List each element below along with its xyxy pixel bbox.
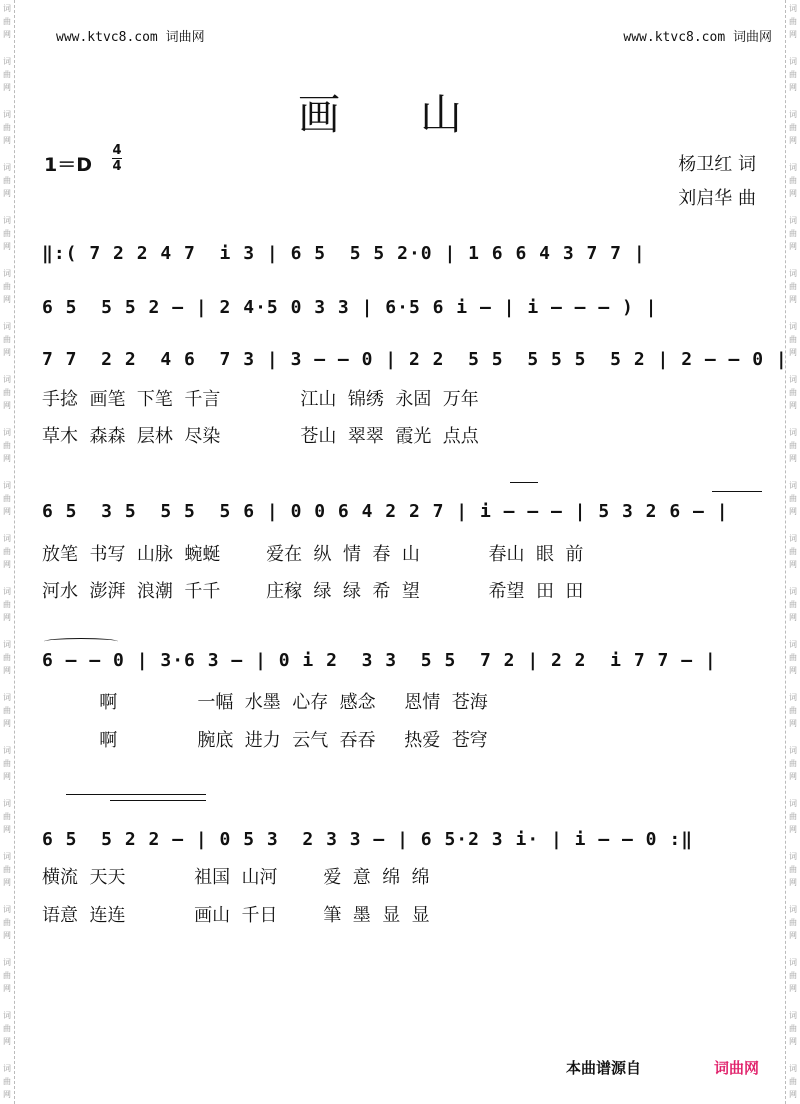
notation-row-3: 7 7 2 2 4 6 7 3 | 3 – – 0 | 2 2 5 5 5 5 5 5 2 | 2 – – 0 | xyxy=(42,349,788,370)
side-watermark-glyph: 词 xyxy=(789,905,797,914)
side-watermark-glyph: 曲 xyxy=(3,1077,11,1086)
side-watermark-glyph: 曲 xyxy=(789,918,797,927)
lyric-row-3-verse-1: 手捻 画笔 下笔 千言 江山 锦绣 永固 万年 xyxy=(42,389,479,410)
side-watermark-glyph: 词 xyxy=(789,640,797,649)
side-watermark-glyph: 网 xyxy=(789,30,797,39)
composer-credit: 刘启华 曲 xyxy=(678,188,756,209)
side-watermark-glyph: 曲 xyxy=(3,176,11,185)
side-watermark-glyph: 曲 xyxy=(789,388,797,397)
side-watermark-glyph: 词 xyxy=(789,693,797,702)
crescendo-mark xyxy=(110,800,206,801)
side-watermark-glyph: 曲 xyxy=(3,812,11,821)
side-watermark-glyph: 词 xyxy=(3,216,11,225)
side-watermark-glyph: 网 xyxy=(3,878,11,887)
side-watermark-glyph: 网 xyxy=(789,507,797,516)
right-watermark-strip xyxy=(785,0,800,1104)
side-watermark-glyph: 网 xyxy=(789,348,797,357)
side-watermark-glyph: 词 xyxy=(3,905,11,914)
time-signature-top: 4 xyxy=(112,143,122,158)
side-watermark-glyph: 网 xyxy=(3,242,11,251)
side-watermark-glyph: 曲 xyxy=(3,600,11,609)
side-watermark-glyph: 曲 xyxy=(789,706,797,715)
side-watermark-glyph: 词 xyxy=(789,587,797,596)
time-signature-bottom: 4 xyxy=(112,159,122,174)
side-watermark-glyph: 网 xyxy=(3,30,11,39)
side-watermark-glyph: 网 xyxy=(789,83,797,92)
side-watermark-glyph: 曲 xyxy=(789,17,797,26)
notation-row-4: 6 5 3 5 5 5 5 6 | 0 0 6 4 2 2 7 | i – – – | 5 3 2 6 – | xyxy=(42,501,729,522)
side-watermark-glyph: 曲 xyxy=(3,70,11,79)
left-watermark-strip xyxy=(0,0,15,1104)
watermark-url: www.ktvc8.com xyxy=(623,30,726,45)
side-watermark-glyph: 词 xyxy=(3,322,11,331)
side-watermark-glyph: 词 xyxy=(789,163,797,172)
time-signature xyxy=(112,144,122,173)
side-watermark-glyph: 词 xyxy=(3,1011,11,1020)
side-watermark-glyph: 曲 xyxy=(789,812,797,821)
side-watermark-glyph: 曲 xyxy=(789,971,797,980)
watermark-cn: 词曲网 xyxy=(165,30,205,45)
side-watermark-glyph: 曲 xyxy=(3,494,11,503)
side-watermark-glyph: 词 xyxy=(3,852,11,861)
side-watermark-glyph: 曲 xyxy=(3,865,11,874)
song-title: 画山 xyxy=(297,90,542,139)
side-watermark-glyph: 曲 xyxy=(3,918,11,927)
side-watermark-glyph: 曲 xyxy=(3,1024,11,1033)
side-watermark-glyph: 词 xyxy=(789,216,797,225)
side-watermark-glyph: 网 xyxy=(789,772,797,781)
side-watermark-glyph: 词 xyxy=(789,1064,797,1073)
side-watermark-glyph: 网 xyxy=(789,878,797,887)
crescendo-mark xyxy=(66,794,206,795)
lyric-row-6-verse-2: 语意 连连 画山 千日 筆 墨 显 显 xyxy=(42,905,430,926)
side-watermark-glyph: 曲 xyxy=(789,600,797,609)
lyric-row-4-verse-1: 放笔 书写 山脉 蜿蜒 爱在 纵 情 春 山 春山 眼 前 xyxy=(42,544,584,565)
side-watermark-glyph: 词 xyxy=(789,799,797,808)
side-watermark-glyph: 词 xyxy=(789,1011,797,1020)
notation-row-2: 6 5 5 5 2 – | 2 4·5 0 3 3 | 6·5 6 i – | i – – – ) | xyxy=(42,297,658,318)
side-watermark-glyph: 词 xyxy=(3,534,11,543)
side-watermark-glyph: 网 xyxy=(3,136,11,145)
side-watermark-glyph: 曲 xyxy=(3,282,11,291)
notation-row-6: 6 5 5 2 2 – | 0 5 3 2 3 3 – | 6 5·2 3 i· | i – – 0 :‖ xyxy=(42,829,694,850)
side-watermark-glyph: 曲 xyxy=(789,865,797,874)
lyric-row-3-verse-2: 草木 森森 层林 尽染 苍山 翠翠 霞光 点点 xyxy=(42,426,479,447)
side-watermark-glyph: 词 xyxy=(3,640,11,649)
side-watermark-glyph: 词 xyxy=(789,428,797,437)
side-watermark-glyph: 网 xyxy=(789,719,797,728)
side-watermark-glyph: 词 xyxy=(3,746,11,755)
side-watermark-glyph: 网 xyxy=(3,189,11,198)
side-watermark-glyph: 网 xyxy=(789,1037,797,1046)
side-watermark-glyph: 网 xyxy=(789,1090,797,1099)
side-watermark-glyph: 网 xyxy=(3,613,11,622)
side-watermark-glyph: 曲 xyxy=(3,547,11,556)
side-watermark-glyph: 曲 xyxy=(789,1077,797,1086)
side-watermark-glyph: 网 xyxy=(789,560,797,569)
side-watermark-glyph: 网 xyxy=(3,984,11,993)
side-watermark-glyph: 词 xyxy=(3,799,11,808)
brand-link[interactable]: 词曲网 xyxy=(714,1059,760,1077)
side-watermark-glyph: 网 xyxy=(3,719,11,728)
side-watermark-glyph: 词 xyxy=(789,746,797,755)
side-watermark-glyph: 网 xyxy=(789,931,797,940)
side-watermark-glyph: 网 xyxy=(789,136,797,145)
side-watermark-glyph: 网 xyxy=(3,83,11,92)
side-watermark-glyph: 曲 xyxy=(789,123,797,132)
lyricist-credit: 杨卫红 词 xyxy=(678,154,756,175)
watermark-cn: 词曲网 xyxy=(732,30,772,45)
side-watermark-glyph: 词 xyxy=(789,375,797,384)
side-watermark-glyph: 曲 xyxy=(789,335,797,344)
source-label: 本曲谱源自 xyxy=(566,1059,642,1077)
side-watermark-glyph: 曲 xyxy=(789,176,797,185)
side-watermark-glyph: 网 xyxy=(789,984,797,993)
side-watermark-glyph: 词 xyxy=(789,110,797,119)
side-watermark-glyph: 网 xyxy=(3,348,11,357)
side-watermark-glyph: 曲 xyxy=(3,441,11,450)
side-watermark-glyph: 词 xyxy=(789,481,797,490)
side-watermark-glyph: 网 xyxy=(3,454,11,463)
side-watermark-glyph: 词 xyxy=(789,958,797,967)
side-watermark-glyph: 曲 xyxy=(789,441,797,450)
side-watermark-glyph: 词 xyxy=(789,322,797,331)
side-watermark-glyph: 曲 xyxy=(3,123,11,132)
side-watermark-glyph: 曲 xyxy=(789,653,797,662)
side-watermark-glyph: 词 xyxy=(789,269,797,278)
side-watermark-glyph: 曲 xyxy=(789,547,797,556)
lyric-row-5-verse-2: 啊 腕底 进力 云气 吞吞 热爱 苍穹 xyxy=(42,730,488,751)
side-watermark-glyph: 曲 xyxy=(789,1024,797,1033)
side-watermark-glyph: 曲 xyxy=(3,653,11,662)
side-watermark-glyph: 网 xyxy=(789,189,797,198)
side-watermark-glyph: 词 xyxy=(3,163,11,172)
side-watermark-glyph: 曲 xyxy=(3,229,11,238)
side-watermark-glyph: 词 xyxy=(3,57,11,66)
side-watermark-glyph: 词 xyxy=(3,481,11,490)
side-watermark-glyph: 词 xyxy=(789,57,797,66)
notation-row-5: 6 – – 0 | 3·6 3 – | 0 i 2 3 3 5 5 7 2 | 2 2 i 7 7 – | xyxy=(42,650,717,671)
side-watermark-glyph: 网 xyxy=(3,1037,11,1046)
side-watermark-glyph: 网 xyxy=(789,825,797,834)
side-watermark-glyph: 网 xyxy=(789,454,797,463)
side-watermark-glyph: 词 xyxy=(789,4,797,13)
side-watermark-glyph: 词 xyxy=(3,375,11,384)
side-watermark-glyph: 曲 xyxy=(789,494,797,503)
side-watermark-glyph: 网 xyxy=(789,613,797,622)
side-watermark-glyph: 网 xyxy=(3,507,11,516)
notation-row-1: ‖:( 7 2 2 4 7 i 3 | 6 5 5 5 2·0 | 1 6 6 4 3 7 7 | xyxy=(42,243,646,264)
top-left-watermark xyxy=(56,26,205,45)
tie-line xyxy=(712,491,762,492)
side-watermark-glyph: 词 xyxy=(3,269,11,278)
side-watermark-glyph: 网 xyxy=(789,401,797,410)
watermark-url: www.ktvc8.com xyxy=(56,30,158,45)
decrescendo-mark xyxy=(510,482,538,483)
lyric-row-6-verse-1: 横流 天天 祖国 山河 爱 意 绵 绵 xyxy=(42,867,430,888)
side-watermark-glyph: 网 xyxy=(789,242,797,251)
side-watermark-glyph: 词 xyxy=(3,1064,11,1073)
side-watermark-glyph: 网 xyxy=(3,295,11,304)
side-watermark-glyph: 曲 xyxy=(3,971,11,980)
side-watermark-glyph: 词 xyxy=(789,852,797,861)
side-watermark-glyph: 曲 xyxy=(3,17,11,26)
lyric-row-5-verse-1: 啊 一幅 水墨 心存 感念 恩情 苍海 xyxy=(42,692,488,713)
side-watermark-glyph: 曲 xyxy=(789,759,797,768)
side-watermark-glyph: 网 xyxy=(3,772,11,781)
side-watermark-glyph: 词 xyxy=(3,428,11,437)
side-watermark-glyph: 网 xyxy=(3,825,11,834)
side-watermark-glyph: 网 xyxy=(3,931,11,940)
side-watermark-glyph: 网 xyxy=(789,666,797,675)
side-watermark-glyph: 曲 xyxy=(789,229,797,238)
side-watermark-glyph: 曲 xyxy=(3,388,11,397)
side-watermark-glyph: 网 xyxy=(3,401,11,410)
side-watermark-glyph: 词 xyxy=(3,4,11,13)
side-watermark-glyph: 曲 xyxy=(789,70,797,79)
side-watermark-glyph: 网 xyxy=(3,666,11,675)
side-watermark-glyph: 词 xyxy=(789,534,797,543)
side-watermark-glyph: 词 xyxy=(3,110,11,119)
side-watermark-glyph: 词 xyxy=(3,958,11,967)
side-watermark-glyph: 网 xyxy=(3,560,11,569)
side-watermark-glyph: 曲 xyxy=(3,759,11,768)
key-signature: 1＝D xyxy=(44,154,92,176)
side-watermark-glyph: 曲 xyxy=(3,706,11,715)
side-watermark-glyph: 网 xyxy=(789,295,797,304)
side-watermark-glyph: 词 xyxy=(3,587,11,596)
tie-slur xyxy=(44,638,118,645)
lyric-row-4-verse-2: 河水 澎湃 浪潮 千千 庄稼 绿 绿 希 望 希望 田 田 xyxy=(42,581,584,602)
top-right-watermark xyxy=(623,26,772,45)
side-watermark-glyph: 词 xyxy=(3,693,11,702)
side-watermark-glyph: 曲 xyxy=(3,335,11,344)
side-watermark-glyph: 曲 xyxy=(789,282,797,291)
side-watermark-glyph: 网 xyxy=(3,1090,11,1099)
